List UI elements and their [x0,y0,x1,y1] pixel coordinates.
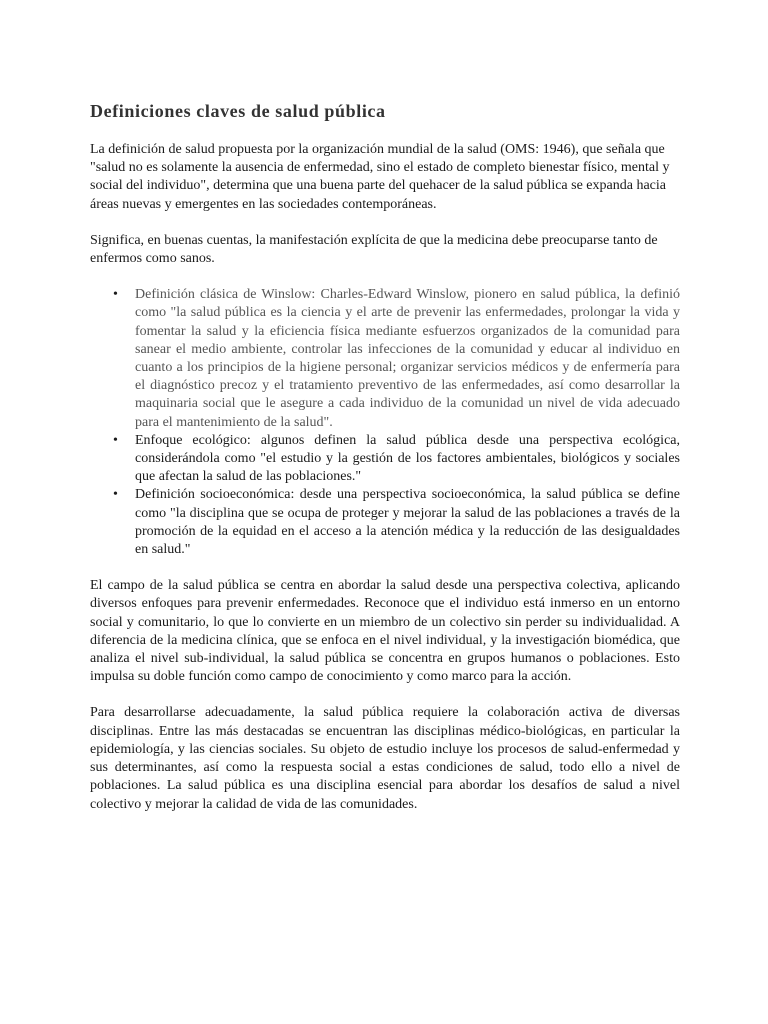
definitions-list [90,286,680,559]
list-item [113,286,680,432]
bullet-icon: • [113,287,118,303]
list-item-text: Enfoque ecológico: algunos definen la salud pública desde una perspectiva ecológica, considerándola como "el estudio y la gestión de los factores ambientales, biológicos y sociales que afectan la salud de las poblaciones." [135,432,680,485]
disciplines-paragraph: Para desarrollarse adecuadamente, la salud pública requiere la colaboración activa de diversas disciplinas. Entre las más destacadas se encuentran las disciplinas médico-biológicas, en particular la epidemiología, y las ciencias sociales. Su objeto de estudio incluye los procesos de salud-enfermedad y sus determinantes, así como la respuesta social a estas condiciones de salud, todo ello a nivel de poblaciones. La salud pública es una disciplina esencial para abordar los desafíos de salud a nivel colectivo y mejorar la calidad de vida de las comunidades. [90,705,680,812]
second-paragraph: Significa, en buenas cuentas, la manifestación explícita de que la medicina debe preocuparse tanto de enfermos como sanos. [90,232,658,267]
list-item [113,432,680,487]
public-health-field-paragraph: El campo de la salud pública se centra en abordar la salud desde una perspectiva colectiva, aplicando diversos enfoques para prevenir enfermedades. Reconoce que el individuo está inmerso en un entorno social y comunitario, lo que lo convierte en un miembro de un colectivo sin perder su individualidad. A diferencia de la medicina clínica, que se enfoca en el nivel individual, y la investigación biomédica, que analiza el nivel sub-individual, la salud pública se concentra en grupos humanos o poblaciones. Esto impulsa su doble función como campo de conocimiento y como marco para la acción. [90,578,680,685]
list-item-text: Definición socioeconómica: desde una perspectiva socioeconómica, la salud pública se define como "la disciplina que se ocupa de proteger y mejorar la salud de las poblaciones a través de la promoción de la equidad en el acceso a la atención médica y la reducción de las desigualdades en salud." [135,487,680,558]
bullet-icon: • [113,487,118,503]
bullet-icon: • [113,432,118,448]
list-item-text: Definición clásica de Winslow: Charles-Edward Winslow, pionero en salud pública, la definió como "la salud pública es la ciencia y el arte de prevenir las enfermedades, prolongar la vida y fomentar la salud y la eficiencia física mediante esfuerzos organizados de la comunidad para sanear el medio ambiente, controlar las infecciones de la comunidad y educar al individuo en cuanto a los principios de la higiene personal; organizar servicios médicos y de enfermería para el diagnóstico precoz y el tratamiento preventivo de las enfermedades, así como desarrollar la maquinaria social que le asegure a cada individuo de la comunidad un nivel de vida adecuado para el mantenimiento de la salud". [135,287,680,430]
list-item [113,486,680,559]
document-title: Definiciones claves de salud pública [90,101,386,121]
document-page [90,98,680,832]
intro-paragraph: La definición de salud propuesta por la organización mundial de la salud (OMS: 1946), que señala que "salud no es solamente la ausencia de enfermedad, sino el estado de completo bienestar físico, mental y social del individuo", determina que una buena parte del quehacer de la salud pública se expanda hacia áreas nuevas y emergentes en las sociedades contemporáneas. [90,142,670,212]
